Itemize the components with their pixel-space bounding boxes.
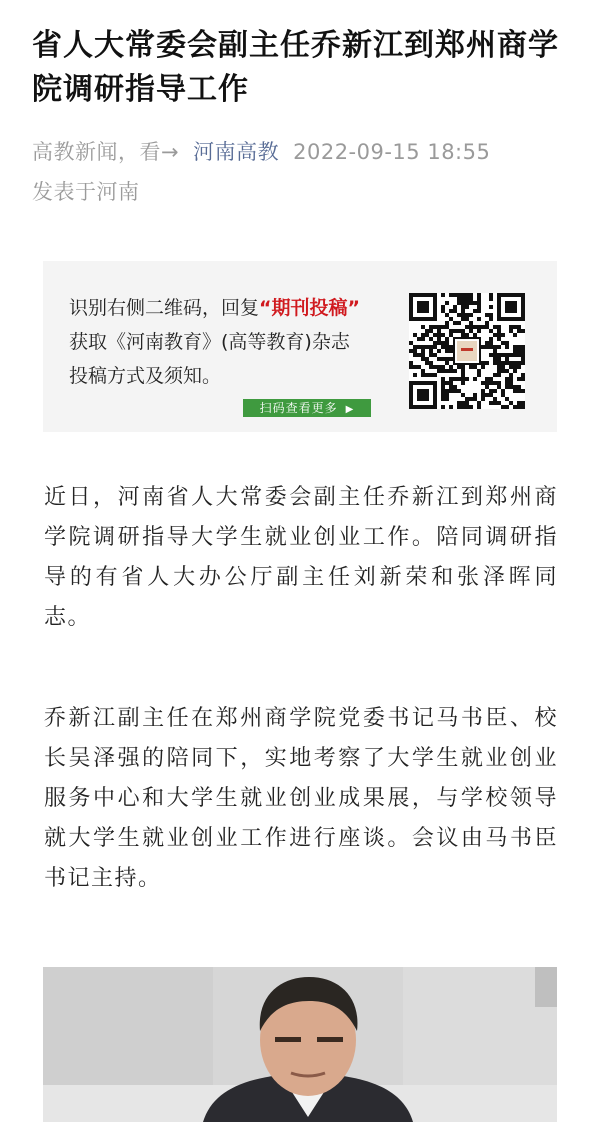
banner-line1-prefix: 识别右侧二维码，回复 [69,297,260,319]
publish-location: 发表于河南 [32,180,140,204]
paragraph-2: 乔新江副主任在郑州商学院党委书记马书臣、校长吴泽强的陪同下，实地考察了大学生就业创业服务中心和大学生就业创业成果展，与学校领导就大学生就业创业工作进行座谈。会议由马书臣书记主持。 [44,706,558,891]
scan-more-button[interactable] [243,399,371,417]
submission-banner[interactable] [43,261,557,432]
scan-more-label: 扫码查看更多 [259,401,338,415]
person-photo [43,967,557,1122]
banner-line2: 获取《河南教育》(高等教育)杂志 [69,331,350,353]
banner-keyword: “期刊投稿” [259,297,360,319]
banner-line3: 投稿方式及须知。 [69,365,222,387]
article-photo [43,967,557,1122]
qr-code-graphic [409,293,525,409]
banner-text [69,291,409,393]
account-link[interactable]: 河南高教 [193,140,280,164]
article-meta [32,132,572,212]
publish-datetime: 2022-09-15 18:55 [293,140,491,164]
qr-code-icon[interactable] [409,293,525,409]
play-arrow-icon: ▶ [345,404,355,415]
paragraph-1: 近日，河南省人大常委会副主任乔新江到郑州商学院调研指导大学生就业创业工作。陪同调研指导的有省人大办公厅副主任刘新荣和张泽晖同志。 [44,485,558,630]
article-title: 省人大常委会副主任乔新江到郑州商学院调研指导工作 [32,28,559,107]
meta-category[interactable]: 高教新闻，看→ [32,140,180,164]
